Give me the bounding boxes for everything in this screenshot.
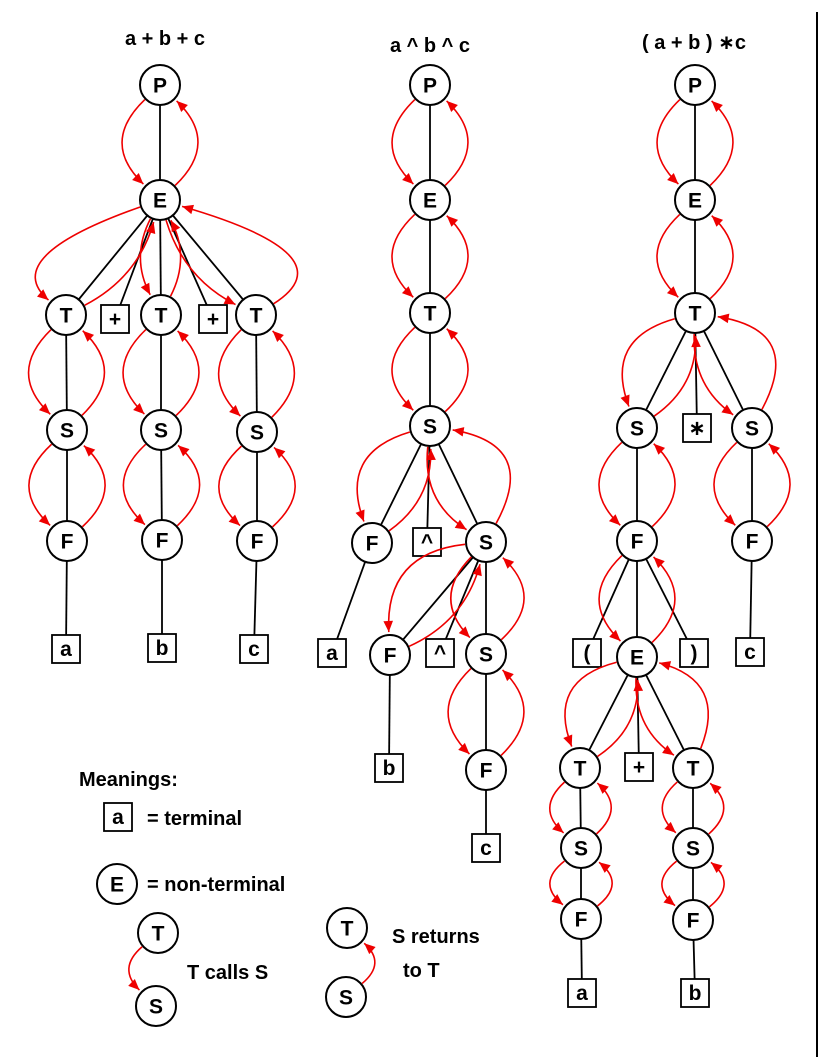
call-arrow (657, 100, 680, 185)
node-label: + (632, 756, 646, 779)
node-label: P (687, 74, 703, 98)
node-label: E (152, 189, 168, 213)
call-arrow-head (383, 621, 393, 632)
node-label: F (250, 530, 264, 554)
tree-title: a + b + c (124, 28, 206, 50)
return-arrow (445, 101, 468, 186)
node-SR2 (673, 828, 713, 868)
return-arrow (445, 216, 468, 299)
call-arrow (599, 442, 622, 525)
tree-title: a ^ b ^ c (389, 35, 471, 57)
return-arrow-head (453, 427, 465, 436)
node-S1 (47, 410, 87, 450)
node-label: ( (583, 642, 591, 665)
legend-returns-text-line1: S returns (392, 926, 480, 948)
node-box_a (104, 803, 132, 831)
node-label: b (382, 757, 396, 780)
node-F1 (352, 523, 392, 563)
legend-terminal-text: = terminal (147, 808, 243, 830)
node-T1 (46, 295, 86, 335)
node-label: ∗ (688, 417, 706, 440)
node-op1 (101, 305, 129, 333)
node-FR2 (673, 900, 713, 940)
node-label: F (574, 908, 588, 932)
node-label: c (480, 837, 492, 860)
node-FL2 (561, 899, 601, 939)
node-label: S (478, 643, 494, 667)
call-arrow-head (664, 822, 675, 833)
legend-nonterminal-text: = non-terminal (147, 874, 286, 896)
node-F3 (237, 521, 277, 561)
call-arrow-head (551, 894, 563, 905)
call-arrow (122, 100, 145, 185)
node-label: S (249, 421, 265, 445)
return-arrow (445, 329, 468, 412)
call-arrow (35, 207, 140, 300)
return-arrow (501, 558, 524, 640)
node-SR (732, 408, 772, 448)
node-label: F (60, 530, 74, 554)
node-label: T (59, 304, 73, 328)
return-arrow (82, 446, 105, 527)
node-P (410, 65, 450, 105)
node-S2 (141, 410, 181, 450)
node-label: b (688, 982, 702, 1005)
node-label: + (206, 308, 220, 331)
node-P (675, 65, 715, 105)
node-label: b (155, 637, 169, 660)
node-label: T (249, 304, 263, 328)
node-lp (573, 639, 601, 667)
return-arrow (710, 216, 733, 299)
node-F2 (370, 635, 410, 675)
call-arrow-head (563, 735, 572, 747)
node-label: S (59, 419, 75, 443)
call-arrow (392, 100, 415, 185)
node-label: E (687, 189, 703, 213)
node-label: a (60, 638, 72, 661)
node-TR (673, 748, 713, 788)
call-arrow-head (459, 626, 470, 637)
return-arrow-head (691, 336, 701, 347)
node-st (683, 414, 711, 442)
node-callT (138, 913, 178, 953)
call-arrow-head (37, 289, 48, 300)
tree-a-caret-b-caret-c (318, 35, 524, 862)
call-arrow (357, 432, 410, 521)
node-label: T (688, 302, 702, 326)
return-arrow-head (718, 314, 730, 323)
node-SL2 (561, 828, 601, 868)
call-arrow (451, 557, 471, 638)
call-arrow (219, 446, 242, 525)
node-E (410, 180, 450, 220)
call-arrow (565, 662, 617, 746)
node-label: a (576, 982, 588, 1005)
node-tb (375, 754, 403, 782)
node-label: S (422, 415, 438, 439)
node-S3 (237, 412, 277, 452)
node-E (140, 180, 180, 220)
return-arrow (82, 331, 104, 416)
node-label: c (248, 638, 260, 661)
node-label: S (629, 417, 645, 441)
node-E2 (617, 637, 657, 677)
legend-calls-text: T calls S (187, 962, 269, 984)
node-label: F (479, 759, 493, 783)
call-arrow (448, 669, 471, 754)
call-arrow-head (663, 895, 675, 906)
node-P (140, 65, 180, 105)
node-pl (625, 753, 653, 781)
node-label: P (422, 74, 438, 98)
return-arrow-head (364, 943, 375, 954)
node-T (410, 293, 450, 333)
node-label: + (108, 308, 122, 331)
edge (160, 200, 256, 315)
node-F2 (142, 520, 182, 560)
node-label: S (153, 419, 169, 443)
legend-returns-text-line2: to T (403, 960, 440, 982)
node-tc (472, 834, 500, 862)
node-tb (148, 634, 176, 662)
node-Sb (466, 522, 506, 562)
node-F1 (47, 521, 87, 561)
call-arrow (123, 330, 146, 415)
node-tc (240, 635, 268, 663)
node-F3 (466, 750, 506, 790)
call-arrow (392, 214, 415, 297)
call-arrow-head (621, 394, 630, 406)
node-label: F (686, 909, 700, 933)
call-arrow (219, 330, 241, 416)
node-FL (617, 521, 657, 561)
node-label: E (109, 873, 125, 897)
node-label: ^ (420, 531, 434, 554)
node-label: ) (690, 642, 698, 665)
return-arrow-head (182, 205, 194, 214)
return-arrow (409, 564, 480, 646)
legend-heading: Meanings: (79, 769, 178, 791)
node-label: T (154, 304, 168, 328)
call-arrow (29, 330, 51, 415)
tree-title: ( a + b ) ∗c (641, 32, 747, 54)
node-tc (736, 638, 764, 666)
node-label: S (573, 837, 589, 861)
node-op2 (199, 305, 227, 333)
node-label: F (630, 530, 644, 554)
return-arrow (453, 430, 511, 524)
node-ta (568, 979, 596, 1007)
node-label: F (383, 644, 397, 668)
call-arrow (392, 327, 415, 410)
node-Sa (410, 406, 450, 446)
return-arrow (176, 331, 199, 416)
node-rp (680, 639, 708, 667)
return-arrow (659, 663, 708, 749)
node-label: a (326, 642, 338, 665)
edge (390, 542, 486, 655)
return-arrow (177, 445, 199, 525)
return-arrow (652, 444, 675, 527)
node-ta (52, 635, 80, 663)
return-arrow (654, 336, 695, 416)
node-tb (681, 979, 709, 1007)
node-label: P (152, 74, 168, 98)
node-label: F (155, 529, 169, 553)
return-arrow (273, 447, 296, 526)
node-T2 (141, 295, 181, 335)
call-arrow-head (128, 979, 139, 990)
node-label: T (423, 302, 437, 326)
call-arrow-head (224, 295, 236, 304)
node-label: S (478, 531, 494, 555)
node-label: T (340, 917, 354, 941)
node-label: S (148, 995, 164, 1019)
node-E (675, 180, 715, 220)
return-arrow-head (659, 661, 671, 670)
node-label: T (573, 757, 587, 781)
tree-a-plus-b-plus-c (29, 28, 298, 663)
call-arrow (657, 214, 680, 297)
node-TL (560, 748, 600, 788)
call-arrow (714, 442, 737, 525)
node-label: F (745, 530, 759, 554)
node-retS (326, 977, 366, 1017)
legend (79, 769, 480, 1026)
call-arrow-head (552, 822, 563, 833)
call-arrow-head (455, 520, 467, 530)
node-label: E (422, 189, 438, 213)
node-label: T (686, 757, 700, 781)
return-arrow-head (633, 680, 643, 691)
return-arrow (501, 670, 524, 755)
node-label: S (685, 837, 701, 861)
tree-paren-a-plus-b-star-c (550, 32, 790, 1007)
node-label: c (744, 641, 756, 664)
return-arrow (652, 557, 675, 642)
call-arrow-head (356, 509, 365, 521)
node-label: F (365, 532, 379, 556)
node-label: T (151, 922, 165, 946)
call-arrow (29, 444, 52, 525)
return-arrow (598, 680, 638, 756)
node-label: E (629, 646, 645, 670)
return-arrow (710, 101, 733, 186)
node-label: S (338, 986, 354, 1010)
node-circ_E (97, 864, 137, 904)
return-arrow (175, 101, 198, 186)
return-arrow-head (710, 783, 721, 794)
return-arrow (718, 317, 776, 410)
node-SL (617, 408, 657, 448)
node-callS (136, 986, 176, 1026)
node-T (675, 293, 715, 333)
return-arrow (272, 331, 294, 417)
node-Sc (466, 634, 506, 674)
node-ta (318, 639, 346, 667)
return-arrow-head (597, 783, 608, 794)
node-h2 (426, 639, 454, 667)
node-h1 (413, 528, 441, 556)
node-label: ^ (433, 642, 447, 665)
return-arrow (389, 449, 431, 531)
node-label: a (112, 806, 124, 829)
node-FR (732, 521, 772, 561)
call-arrow (123, 444, 145, 524)
node-label: S (744, 417, 760, 441)
node-retT (327, 908, 367, 948)
call-arrow (622, 319, 675, 407)
return-arrow-head (711, 862, 723, 873)
node-T3 (236, 295, 276, 335)
return-arrow-head (599, 862, 611, 873)
return-arrow (767, 444, 790, 527)
